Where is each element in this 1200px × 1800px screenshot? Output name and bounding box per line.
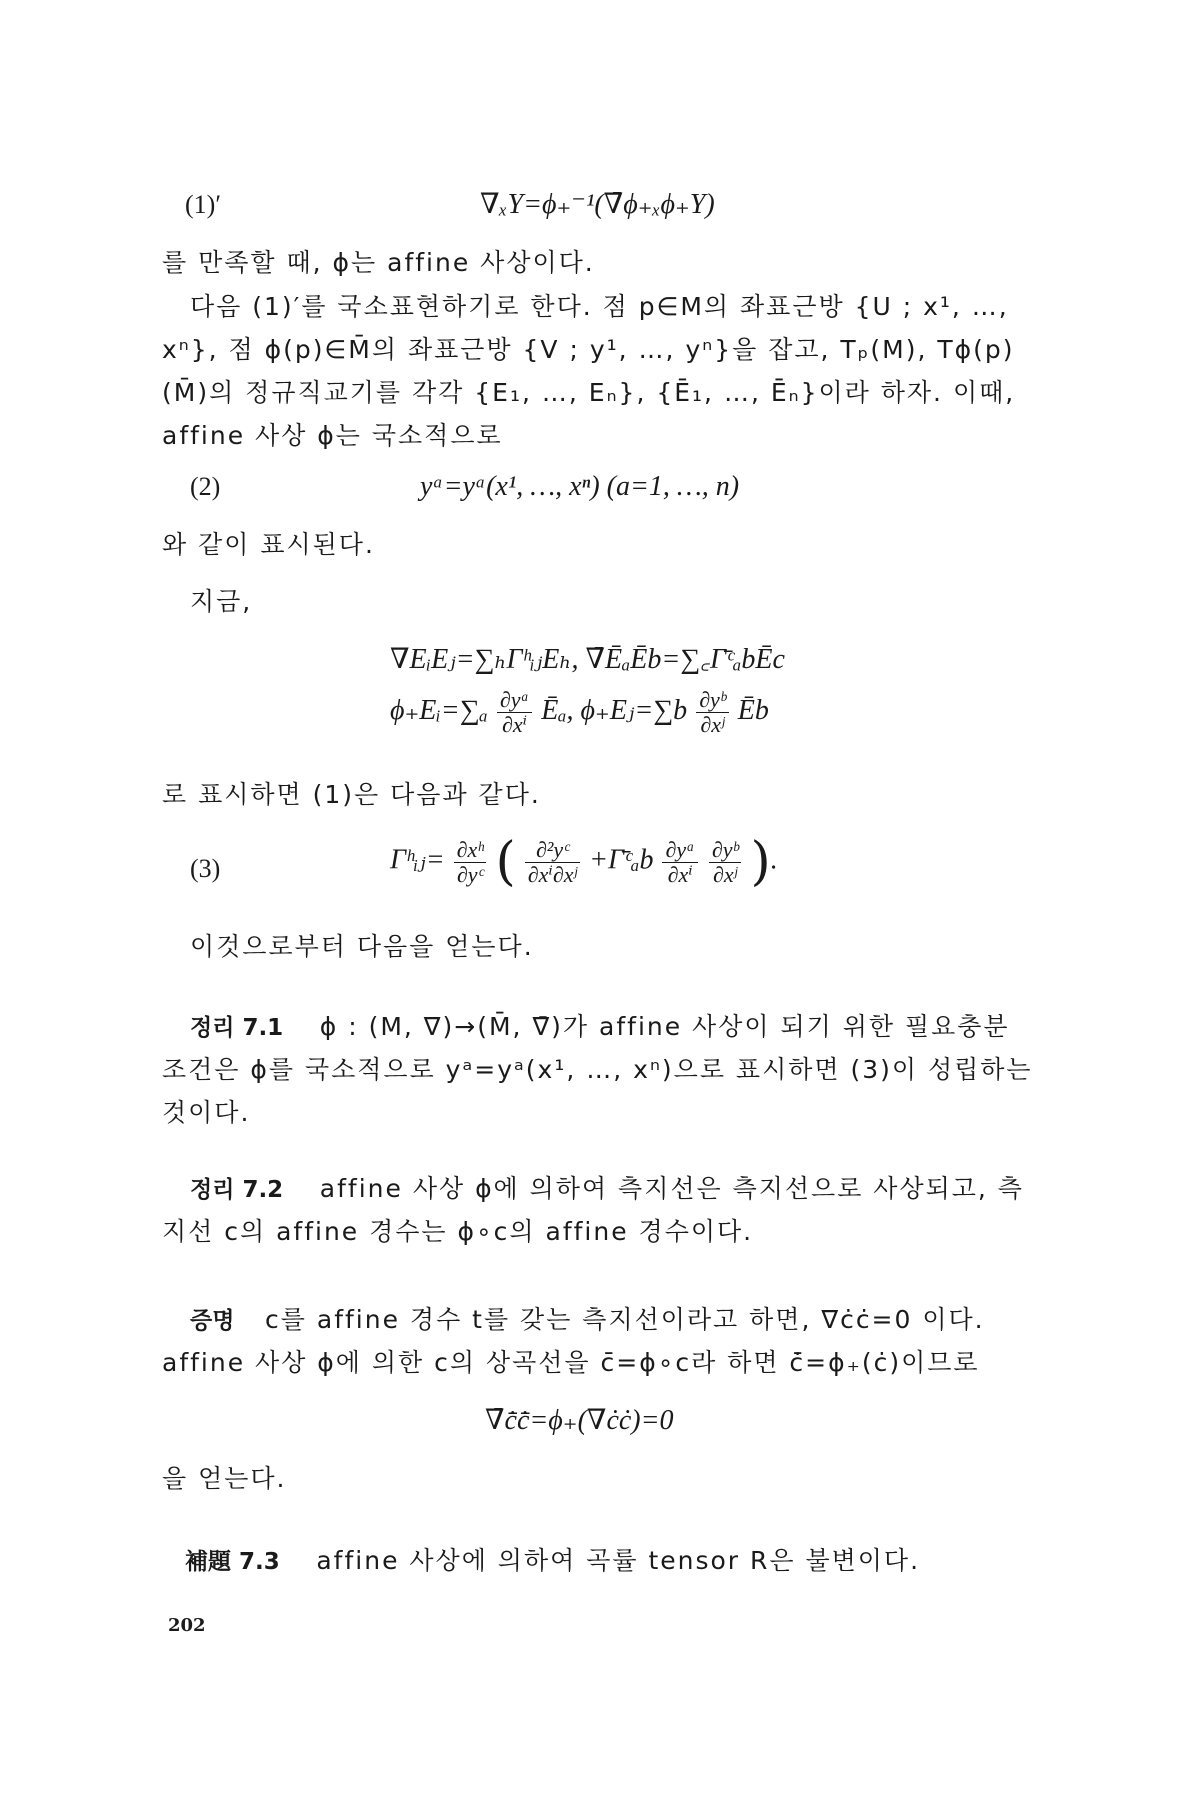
fraction-numerator: ∂xʰ (454, 838, 487, 863)
fraction-dyb-dxj (696, 688, 729, 737)
equation-number-3: (3) (190, 854, 221, 883)
proof-end: 을 얻는다. (162, 1464, 287, 1493)
proof-line-2: affine 사상 ϕ에 의한 c의 상곡선을 c̄=ϕ∘c라 하면 c̄̇=ϕ₊(ċ)이므로 (162, 1348, 980, 1377)
equation-3 (390, 832, 778, 902)
paragraph-2-line-4: affine 사상 ϕ는 국소적으로 (162, 421, 503, 450)
fraction-denominator: ∂yᶜ (456, 861, 484, 887)
proof-formula: ∇̄c̄̇c̄̇=ϕ₊(∇ċċ)=0 (485, 1405, 674, 1436)
fraction-dya-dxi (662, 838, 697, 887)
fraction-dxh-dyc (454, 838, 487, 887)
differential-term-b: Ēₐ, ϕ₊Eⱼ=∑b (541, 694, 688, 726)
paragraph-5: 로 표시하면 (1)은 다음과 같다. (162, 780, 541, 809)
fraction-denominator: ∂xⁱ (502, 712, 528, 737)
fraction-dyb-dxj (709, 838, 742, 887)
equation-1prime: ∇ₓY=ϕ₊⁻¹(∇̄ϕ₊ₓϕ₊Y) (480, 189, 715, 220)
theorem-text: affine 사상 ϕ에 의하여 측지선은 측지선으로 사상되고, 측 (319, 1174, 1024, 1203)
christoffel-lhs: Γʰᵢⱼ= (390, 844, 445, 876)
theorem-7-2-line-1 (190, 1172, 1024, 1207)
theorem-7-1-line-1 (190, 1010, 1010, 1045)
equation-number-2: (2) (190, 472, 221, 501)
proof-text: c를 affine 경수 t를 갖는 측지선이라고 하면, ∇ċċ=0 이다. (265, 1305, 985, 1334)
christoffel-bar-term: +Γ̄ᶜₐb (589, 844, 654, 876)
theorem-text: ϕ : (M, ∇)→(M̄, ∇̄)가 affine 사상이 되기 위한 필요충분 (319, 1012, 1010, 1041)
fraction-denominator: ∂xʲ (700, 712, 725, 737)
page-number: 202 (168, 1615, 206, 1636)
fraction-denominator: ∂xʲ (713, 861, 738, 887)
equation-2: yᵃ=yᵃ(x¹, …, xⁿ) (a=1, …, n) (420, 471, 740, 502)
proof-label: 증명 (190, 1308, 235, 1334)
fraction-denominator: ∂xⁱ (667, 861, 693, 887)
theorem-7-1-line-2: 조건은 ϕ를 국소적으로 yᵃ=yᵃ(x¹, …, xⁿ)으로 표시하면 (3)이 성립하는 (162, 1055, 1033, 1084)
paragraph-6: 이것으로부터 다음을 얻는다. (190, 932, 534, 961)
fraction-numerator: ∂yᵇ (696, 688, 729, 713)
paragraph-3: 와 같이 표시된다. (162, 530, 375, 559)
fraction-numerator: ∂yᵃ (662, 838, 697, 863)
fraction-denominator: ∂xⁱ∂xʲ (527, 861, 578, 887)
equation-period: . (770, 844, 778, 876)
fraction-dya-dxi (497, 688, 532, 737)
lemma-7-3 (185, 1544, 920, 1579)
equation-number-1prime: (1)′ (185, 190, 222, 219)
left-paren: ( (495, 832, 516, 892)
paragraph-2-line-2: xⁿ}, 점 ϕ(p)∈M̄의 좌표근방 {V ; y¹, …, yⁿ}을 잡고, Tₚ(M), Tϕ(p) (162, 335, 1015, 364)
differential-term-c: Ēb (737, 694, 769, 726)
paragraph-4: 지금, (190, 587, 253, 616)
connection-equation-line: ∇EᵢEⱼ=∑ₕΓʰᵢⱼEₕ, ∇̄ĒₐĒb=∑꜀Γ̄ᶜₐbĒc (390, 644, 785, 675)
fraction-numerator: ∂yᵇ (709, 838, 742, 863)
fraction-numerator: ∂²yᶜ (525, 838, 580, 863)
theorem-7-2-line-2: 지선 c의 affine 경수는 ϕ∘c의 affine 경수이다. (162, 1217, 754, 1246)
lemma-text: affine 사상에 의하여 곡률 tensor R은 불변이다. (316, 1546, 921, 1575)
paragraph-2-line-3: (M̄)의 정규직교기를 각각 {E₁, …, Eₙ}, {Ē₁, …, Ēₙ}이라 하자. 이때, (162, 378, 1016, 407)
differential-equation-line (390, 688, 769, 748)
fraction-second-derivative (525, 838, 580, 887)
paragraph-1: 를 만족할 때, ϕ는 affine 사상이다. (162, 248, 595, 277)
right-paren: ) (750, 832, 771, 892)
lemma-label: 補題 7.3 (185, 1549, 280, 1575)
fraction-numerator: ∂yᵃ (497, 688, 532, 713)
differential-term-a: ϕ₊Eᵢ=∑ₐ (390, 694, 488, 726)
theorem-7-1-line-3: 것이다. (162, 1098, 251, 1127)
paragraph-2-line-1: 다음 (1)′를 국소표현하기로 한다. 점 p∈M의 좌표근방 {U ; x¹, …, (190, 292, 1009, 321)
theorem-label: 정리 7.1 (190, 1015, 284, 1041)
proof-line-1 (190, 1303, 985, 1338)
theorem-label: 정리 7.2 (190, 1177, 284, 1203)
